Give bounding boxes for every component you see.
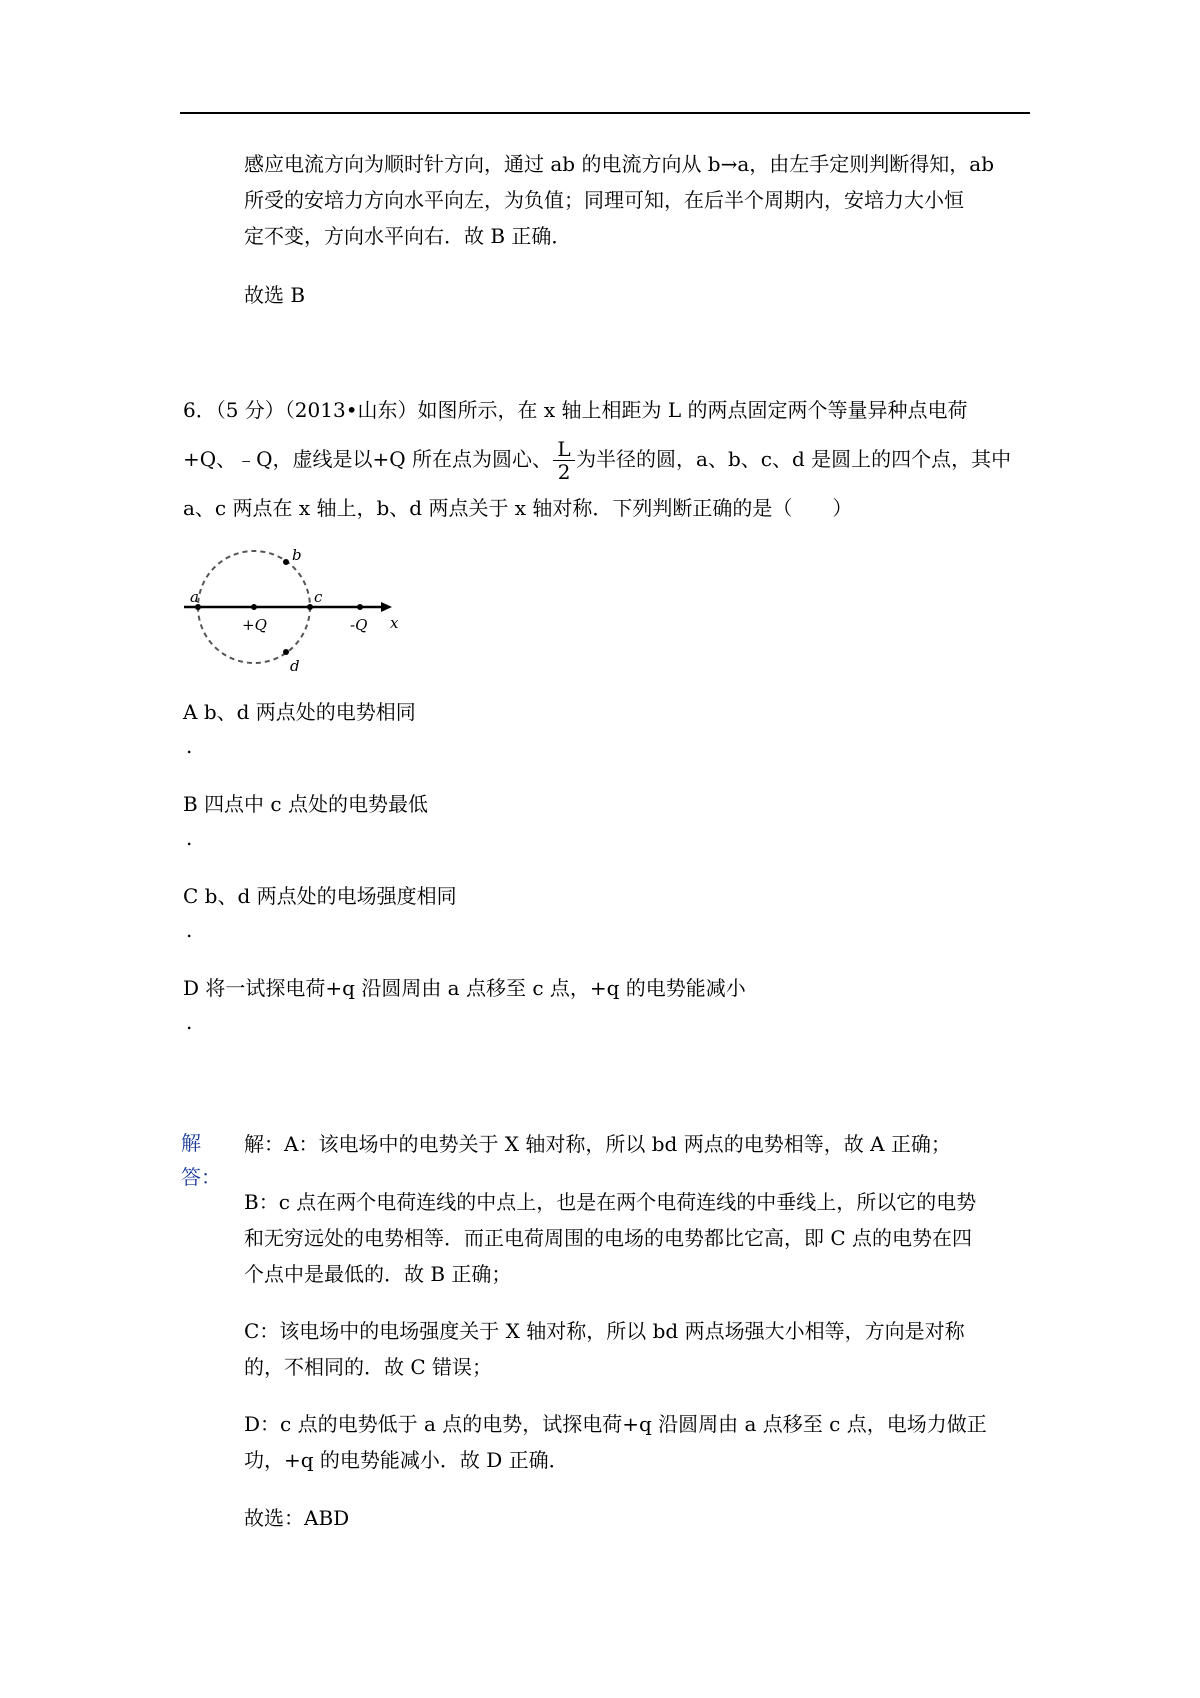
header-rule [180, 112, 1030, 114]
option-b-dot: . [186, 826, 193, 850]
prev-solution-line-3: 定不变，方向水平向右．故 B 正确． [244, 224, 572, 248]
option-b [183, 786, 428, 822]
solution-c-line-1: C：该电场中的电场强度关于 X 轴对称，所以 bd 两点场强大小相等，方向是对称 [244, 1319, 965, 1343]
option-a [183, 694, 416, 730]
question-line-2-after: 为半径的圆，a、b、c、d 是圆上的四个点，其中 [576, 447, 1012, 471]
charge-figure [180, 540, 410, 680]
point-minus-q [357, 604, 363, 610]
label-d: d [290, 657, 300, 675]
option-a-text: b、d 两点处的电势相同 [203, 700, 416, 724]
option-c-dot: . [186, 918, 193, 942]
option-a-letter: A [183, 700, 198, 724]
point-c [307, 604, 313, 610]
option-d-letter: D [183, 976, 200, 1000]
point-b [283, 559, 289, 565]
prev-solution-line-2: 所受的安培力方向水平向左，为负值；同理可知，在后半个周期内，安培力大小恒 [244, 188, 964, 212]
label-minus-q: -Q [350, 616, 368, 634]
label-plus-q: +Q [242, 616, 267, 634]
option-d-text: 将一试探电荷+q 沿圆周由 a 点移至 c 点，+q 的电势能减小 [205, 976, 746, 1000]
point-plus-q [251, 604, 257, 610]
option-c-text: b、d 两点处的电场强度相同 [204, 884, 457, 908]
question-line-3: a、c 两点在 x 轴上，b、d 两点关于 x 轴对称．下列判断正确的是（ ） [183, 496, 853, 520]
label-c: c [314, 588, 323, 606]
option-c-letter: C [183, 884, 199, 908]
option-a-dot: . [186, 734, 193, 758]
solution-d-line-2: 功，+q 的电势能减小．故 D 正确． [244, 1448, 569, 1472]
solution-b-line-3: 个点中是最低的．故 B 正确； [244, 1262, 512, 1286]
option-d [183, 970, 746, 1006]
x-axis-arrow [381, 602, 392, 612]
option-b-letter: B [183, 792, 198, 816]
fraction-numerator: L [553, 438, 575, 461]
prev-answer: 故选 B [244, 283, 306, 307]
option-d-dot: . [186, 1010, 193, 1034]
fraction-denominator: 2 [557, 460, 571, 484]
prev-solution-line-1: 感应电流方向为顺时针方向，通过 ab 的电流方向从 b→a，由左手定则判断得知，ab [244, 152, 995, 176]
label-x-axis: x [390, 614, 399, 632]
question-line-2 [183, 438, 1011, 483]
solution-label: 解答： [181, 1131, 221, 1189]
solution-answer: 故选：ABD [244, 1506, 350, 1530]
option-c [183, 878, 457, 914]
solution-a: 解：A：该电场中的电势关于 X 轴对称，所以 bd 两点的电势相等，故 A 正确； [244, 1132, 951, 1156]
solution-b-line-2: 和无穷远处的电势相等．而正电荷周围的电场的电势都比它高，即 C 点的电势在四 [244, 1226, 973, 1250]
solution-d-line-1: D：c 点的电势低于 a 点的电势，试探电荷+q 沿圆周由 a 点移至 c 点，电场力做正 [244, 1412, 987, 1436]
point-d [283, 649, 289, 655]
fraction-l-over-2 [553, 438, 575, 483]
solution-b-line-1: B：c 点在两个电荷连线的中点上，也是在两个电荷连线的中垂线上，所以它的电势 [244, 1190, 977, 1214]
option-b-text: 四点中 c 点处的电势最低 [204, 792, 428, 816]
question-line-2-before: +Q、﹣Q，虚线是以+Q 所在点为圆心、 [183, 447, 553, 471]
label-a: a [190, 588, 199, 606]
solution-c-line-2: 的，不相同的．故 C 错误； [244, 1355, 493, 1379]
label-b: b [292, 546, 302, 564]
question-line-1: 6．（5 分）（2013•山东）如图所示，在 x 轴上相距为 L 的两点固定两个等量异种点电荷 [183, 398, 968, 422]
